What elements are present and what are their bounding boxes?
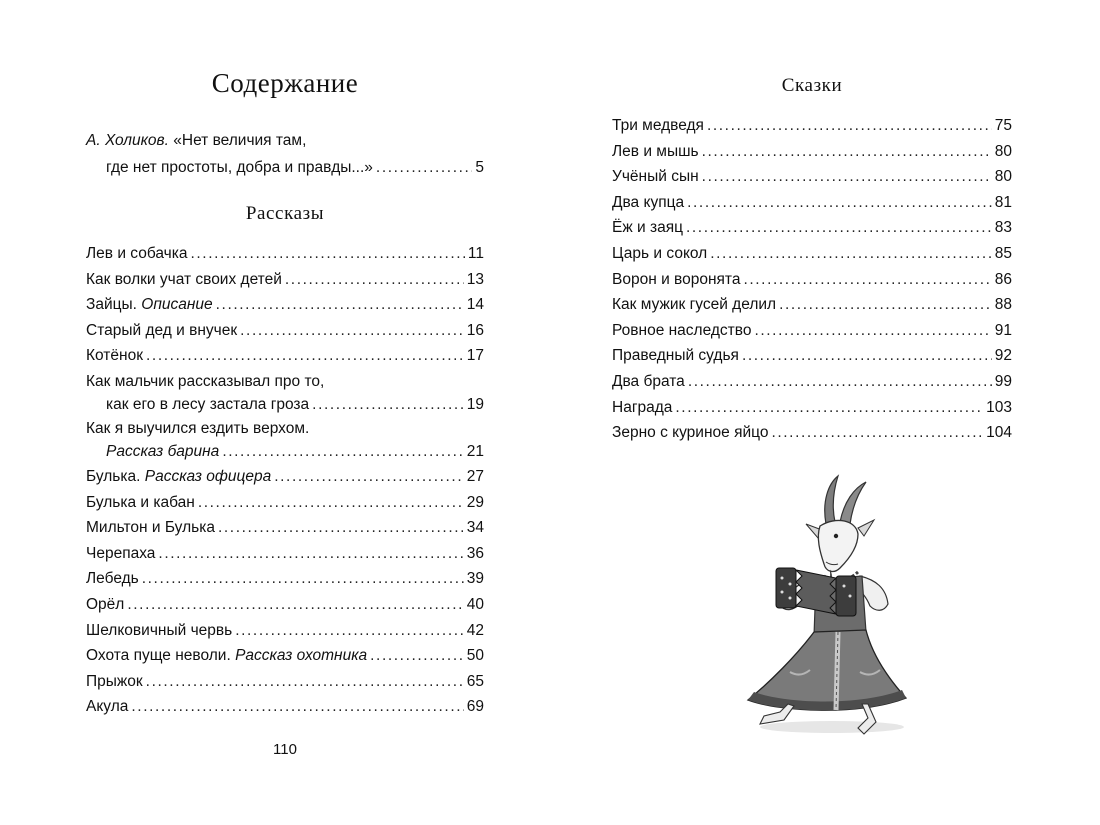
intro-page-number: 5: [475, 159, 484, 176]
entry-page-number: 91: [994, 321, 1012, 339]
entry-title-line1: Как мальчик рассказывал про то,: [86, 372, 325, 390]
dot-leader: [218, 515, 464, 541]
entry-title-line2: как его в лесу застала гроза: [106, 395, 310, 413]
toc-entry[interactable]: [86, 490, 484, 516]
entry-subtitle: Рассказ барина: [106, 443, 220, 461]
entry-title: Ворон и воронята: [612, 270, 741, 288]
entry-title-wrap: [86, 464, 271, 490]
toc-entry[interactable]: [612, 369, 1012, 395]
entry-page-number: 69: [466, 698, 484, 716]
left-page: [86, 0, 484, 825]
entry-title: Булька.: [86, 467, 141, 485]
toc-entry[interactable]: [86, 592, 484, 618]
entry-page-number: 19: [466, 395, 484, 413]
dot-leader: [707, 113, 992, 139]
entry-title: Прыжок: [86, 672, 143, 690]
dot-leader: [376, 155, 472, 181]
dot-leader: [127, 592, 463, 618]
entry-page-number: 92: [994, 347, 1012, 365]
entry-title: Царь и сокол: [612, 244, 708, 262]
entry-page-number: 81: [994, 193, 1012, 211]
intro-line2: [86, 155, 484, 181]
toc-entry[interactable]: [86, 515, 484, 541]
entry-page-number: 17: [466, 347, 484, 365]
entry-subtitle: Рассказ охотника: [235, 647, 368, 665]
entry-title: Мильтон и Булька: [86, 519, 215, 537]
toc-entry[interactable]: [612, 420, 1012, 446]
entry-title: Как волки учат своих детей: [86, 270, 282, 288]
toc-entry[interactable]: [612, 343, 1012, 369]
section-title-stories: Рассказы: [245, 203, 325, 224]
goat-accordion-illustration: [740, 472, 915, 742]
entry-page-number: 39: [466, 570, 484, 588]
dot-leader: [142, 566, 464, 592]
toc-list-stories: [86, 241, 484, 720]
entry-page-number: 34: [466, 519, 484, 537]
entry-title: Два брата: [612, 372, 685, 390]
dot-leader: [222, 440, 463, 463]
dot-leader: [370, 643, 464, 669]
entry-line2: [86, 440, 484, 463]
entry-page-number: 40: [466, 595, 484, 613]
entry-title: Учёный сын: [612, 168, 699, 186]
toc-entry[interactable]: [86, 566, 484, 592]
entry-page-number: 21: [466, 443, 484, 461]
entry-title: Орёл: [86, 595, 125, 613]
dot-leader: [687, 190, 992, 216]
entry-title: Зерно с куриное яйцо: [612, 424, 769, 442]
toc-entry[interactable]: [86, 241, 484, 267]
entry-title: Как мужик гусей делил: [612, 296, 777, 314]
entry-title: Черепаха: [86, 544, 156, 562]
toc-entry[interactable]: [612, 318, 1012, 344]
entry-page-number: 36: [466, 544, 484, 562]
toc-entry[interactable]: [612, 139, 1012, 165]
page-title: Содержание: [211, 68, 359, 98]
intro-author: А. Холиков.: [86, 132, 169, 149]
entry-page-number: 27: [466, 467, 484, 485]
dot-leader: [702, 164, 992, 190]
entry-page-number: 104: [986, 424, 1012, 442]
toc-entry[interactable]: [612, 190, 1012, 216]
entry-page-number: 80: [994, 142, 1012, 160]
entry-page-number: 99: [994, 372, 1012, 390]
toc-entry[interactable]: [86, 416, 484, 464]
entry-title: Три медведя: [612, 117, 704, 134]
entry-title: Ровное наследство: [612, 321, 752, 339]
entry-title: Лебедь: [86, 570, 139, 588]
entry-page-number: 50: [466, 647, 484, 665]
entry-title: Зайцы.: [86, 296, 137, 314]
toc-entry[interactable]: [86, 618, 484, 644]
entry-page-number: 14: [466, 296, 484, 314]
dot-leader: [240, 318, 464, 344]
entry-title-line1: Как я выучился ездить верхом.: [86, 420, 310, 438]
dot-leader: [779, 292, 992, 318]
intro-line1: [86, 130, 484, 152]
entry-page-number: 86: [994, 270, 1012, 288]
entry-page-number: 29: [466, 493, 484, 511]
entry-title: Два купца: [612, 193, 685, 211]
dot-leader: [285, 267, 464, 293]
entry-title: Лев и мышь: [612, 142, 699, 160]
intro-quote-line2: где нет простоты, добра и правды...»: [106, 159, 373, 176]
toc-entry[interactable]: [612, 113, 1012, 139]
dot-leader: [235, 618, 464, 644]
toc-entry[interactable]: [612, 292, 1012, 318]
entry-page-number: 83: [994, 219, 1012, 237]
intro-quote-line1: «Нет величия там,: [173, 132, 307, 149]
toc-entry[interactable]: [86, 369, 484, 417]
entry-title-wrap: [86, 643, 367, 669]
toc-entry[interactable]: [86, 643, 484, 669]
entry-page-number: 80: [994, 168, 1012, 186]
dot-leader: [146, 343, 464, 369]
toc-entry[interactable]: [612, 164, 1012, 190]
entry-title: Лев и собачка: [86, 245, 188, 262]
dot-leader: [146, 669, 464, 695]
entry-title: Старый дед и внучек: [86, 321, 238, 339]
toc-entry[interactable]: [86, 694, 484, 720]
toc-entry[interactable]: [612, 395, 1012, 421]
dot-leader: [312, 393, 464, 416]
dot-leader: [274, 464, 464, 490]
entry-title: Булька и кабан: [86, 493, 195, 511]
entry-title: Котёнок: [86, 347, 143, 365]
entry-page-number: 65: [466, 672, 484, 690]
dot-leader: [710, 241, 992, 267]
dot-leader: [158, 541, 463, 567]
entry-page-number: 103: [986, 398, 1012, 416]
entry-title-wrap: [86, 292, 213, 318]
entry-subtitle: Рассказ офицера: [144, 467, 272, 485]
entry-page-number: 13: [466, 270, 484, 288]
dot-leader: [131, 694, 463, 720]
page-number: 110: [273, 741, 297, 758]
toc-entry[interactable]: [86, 318, 484, 344]
toc-entry[interactable]: [86, 464, 484, 490]
entry-subtitle: Описание: [141, 296, 213, 314]
entry-title: Охота пуще неволи.: [86, 647, 231, 665]
dot-leader: [198, 490, 464, 516]
dot-leader: [686, 215, 992, 241]
entry-page-number: 85: [994, 244, 1012, 262]
dot-leader: [688, 369, 992, 395]
entry-title: Шелковичный червь: [86, 621, 233, 639]
toc-entry[interactable]: [86, 292, 484, 318]
entry-page-number: 11: [467, 245, 484, 262]
dot-leader: [675, 395, 983, 421]
toc-entry[interactable]: [86, 669, 484, 695]
entry-title: Награда: [612, 398, 673, 416]
toc-entry[interactable]: [86, 343, 484, 369]
toc-entry[interactable]: [612, 215, 1012, 241]
dot-leader: [702, 139, 992, 165]
toc-entry[interactable]: [86, 267, 484, 293]
entry-title: Ёж и заяц: [612, 219, 683, 237]
entry-page-number: 42: [466, 621, 484, 639]
section-title-tales: Сказки: [781, 75, 843, 96]
toc-entry[interactable]: [612, 241, 1012, 267]
dot-leader: [771, 420, 983, 446]
dot-leader: [743, 267, 991, 293]
entry-title: Праведный судья: [612, 347, 739, 365]
toc-entry[interactable]: [86, 541, 484, 567]
dot-leader: [742, 343, 992, 369]
entry-line2: [86, 393, 484, 416]
intro-entry: [86, 130, 484, 181]
entry-page-number: 16: [466, 321, 484, 339]
toc-list-tales: [612, 113, 1012, 446]
entry-page-number: 75: [994, 117, 1012, 134]
toc-entry[interactable]: [612, 267, 1012, 293]
entry-title: Акула: [86, 698, 129, 716]
dot-leader: [754, 318, 991, 344]
dot-leader: [190, 241, 464, 267]
entry-page-number: 88: [994, 296, 1012, 314]
dot-leader: [216, 292, 464, 318]
